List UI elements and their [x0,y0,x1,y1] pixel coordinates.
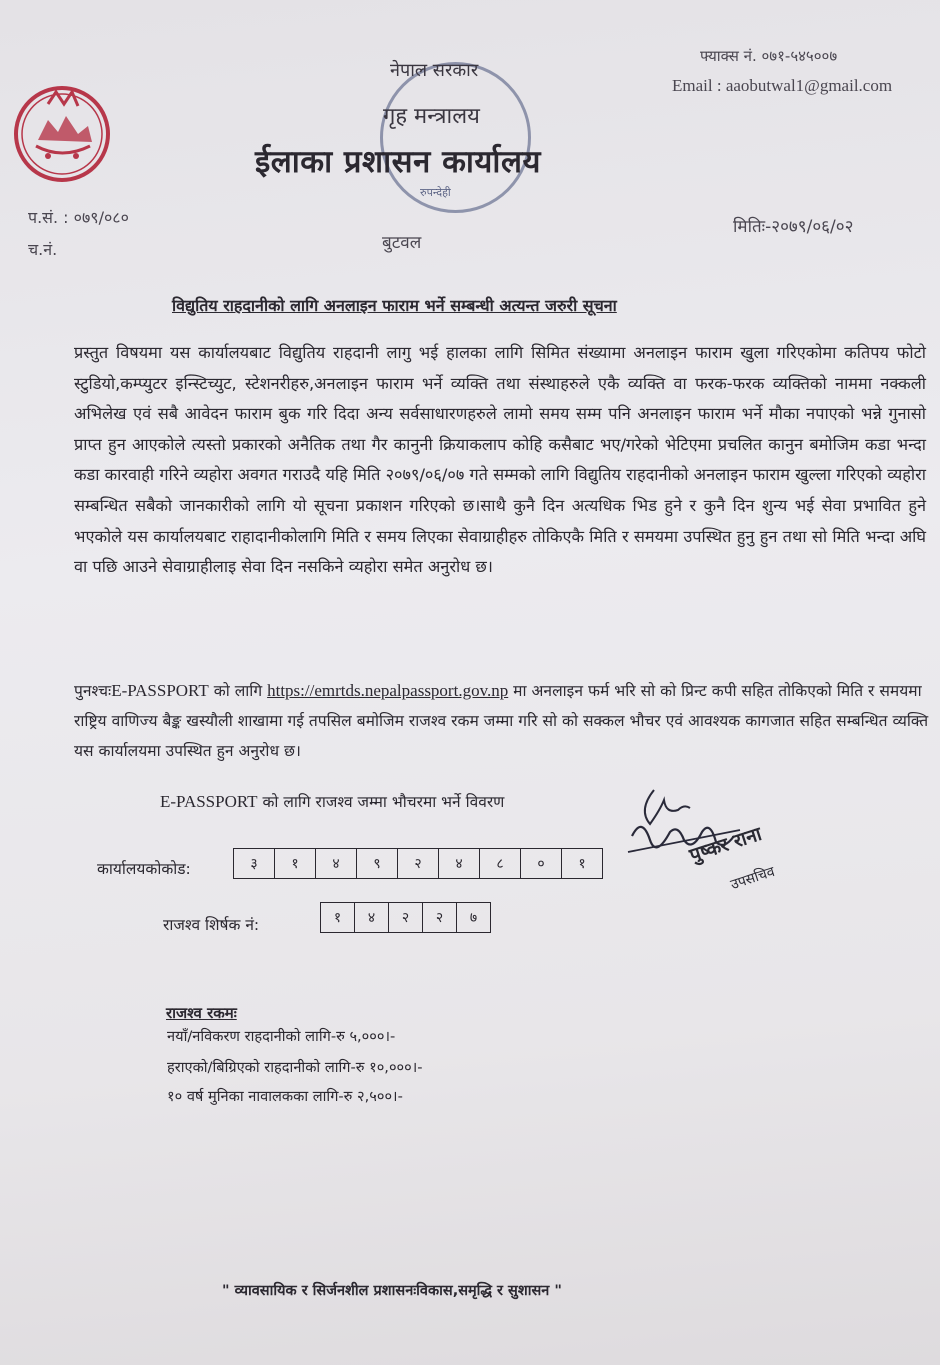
nepal-government-emblem-icon [8,80,116,188]
office-code-digit: ८ [480,849,521,878]
revenue-item: १० वर्ष मुनिका नावालकका लागि-रु २,५००।- [167,1088,403,1105]
revenue-item: हराएको/बिग्रिएको राहदानीको लागि-रु १०,०००।- [167,1059,423,1076]
stamp-text: रुपन्देही [420,186,451,199]
office-code-digit: २ [398,849,439,878]
office-stamp [380,62,531,213]
signatory-designation: उपसचिव [728,863,777,894]
voucher-title-text: को लागि राजश्व जम्मा भौचरमा भर्ने विवरण [257,793,505,811]
revenue-head-label: राजश्व शिर्षक नं: [163,916,260,934]
office-code-digit: १ [275,849,316,878]
office-code-digit: ४ [439,849,480,878]
office-code-digit: ९ [357,849,398,878]
notice-subject: विद्युतिय राहदानीको लागि अनलाइन फाराम भर्ने सम्बन्धी अत्यन्त जरुरी सूचना [172,296,617,315]
postscript-paragraph [74,676,930,766]
revenue-head-digit: ४ [355,903,389,932]
office-code-digit: ४ [316,849,357,878]
ps-text-2: मा अनलाइन फर्म भरि सो को प्रिन्ट कपी सहित तोकिएको मिति र समयमा राष्ट्रिय वाणिज्य बैङ्क खस्यौली शाखामा गई तपसिल बमोजिम राजश्व रकम जम्मा गरि सो को सक्कल भौचर एवं आवश्यक कागजात सहित सम्बन्धित व्यक्ति यस कार्यालयमा उपस्थित हुन अनुरोध छ। [74,682,929,760]
ministry-heading: गृह मन्त्रालय [383,104,480,129]
ps-epassport-label: E-PASSPORT [111,681,209,700]
revenue-head-digit: २ [389,903,423,932]
reference-number: प.सं. : ०७९/०८० [28,208,129,227]
revenue-item: नयाँ/नविकरण राहदानीको लागि-रु ५,०००।- [167,1028,396,1045]
office-name-title: ईलाका प्रशासन कार्यालय [255,144,541,180]
fax-number: फ्याक्स नं. ०७१-५४५००७ [700,47,838,65]
ps-text-1: को लागि [208,682,268,700]
signatory-name: पुष्कर राना [686,822,765,867]
revenue-head-digit: २ [423,903,457,932]
voucher-epassport-label: E-PASSPORT [160,792,258,811]
government-heading: नेपाल सरकार [390,60,479,81]
office-code-boxes [233,848,603,879]
revenue-amount-heading: राजश्व रकमः [166,1004,237,1022]
voucher-details-title [160,790,504,812]
passport-portal-link[interactable]: https://emrtds.nepalpassport.gov.np [267,681,509,700]
revenue-head-boxes [320,902,491,933]
dispatch-number: च.नं. [28,240,58,259]
office-code-digit: ३ [234,849,275,878]
office-location: बुटवल [382,233,422,253]
ps-prefix: पुनश्चः [74,682,112,700]
notice-date: मितिः-२०७९/०६/०२ [733,217,854,237]
office-code-label: कार्यालयकोकोड: [97,860,191,878]
revenue-head-digit: १ [321,903,355,932]
revenue-head-digit: ७ [469,910,478,926]
office-slogan: " व्यावसायिक र सिर्जनशील प्रशासनःविकास,समृद्धि र सुशासन " [222,1283,562,1299]
office-code-digit: १ [578,856,586,872]
office-code-digit: ० [521,849,562,878]
email-address: Email : aaobutwal1@gmail.com [672,76,893,95]
notice-body: प्रस्तुत विषयमा यस कार्यालयबाट विद्युतिय राहदानी लागु भई हालका लागि सिमित संख्यामा अनलाइन फाराम खुला गरिएकोमा कतिपय फोटो स्टुडियो,कम्प्युटर इन्स्टिच्युट, स्टेशनरीहरु,अनलाइन फाराम भर्ने व्यक्ति तथा संस्थाहरुले एकै व्यक्ति वा फरक-फरक व्यक्तिको नाममा नक्कली अभिलेख एवं सबै आवेदन फाराम बुक गरि दिदा अन्य सर्वसाधारणहरुले लामो समय सम्म पनि अनलाइन फाराम भर्ने मौका नपाएको भन्ने गुनासो प्राप्त हुन आएकोले त्यस्तो प्रकारको अनैतिक तथा गैर कानुनी क्रियाकलाप कोहि कसैबाट भए/गरेको भेटिएमा प्रचलित कानुन बमोजिम कडा भन्दा कडा कारवाही गरिने व्यहोरा अवगत गराउदै यहि मिति २०७९/०६/०७ गते सम्मको लागि विद्युतिय राहदानीको अनलाइन फाराम खुल्ला गरिएको व्यहोरा सम्बन्धित सबैको जानकारीको लागि यो सूचना प्रकाशन गरिएको छ।साथै कुनै दिन अत्यधिक भिड हुने र कुनै दिन शुन्य भई सेवा प्रभावित हुने भएकोले यस कार्यालयबाट राहादानीकोलागि मिति र समय लिएका सेवाग्राहीहरु तोकिएकै मिति र समयमा उपस्थित हुनु हुन तथा सो मिति भन्दा अघि वा पछि आउने सेवाग्राहीलाइ सेवा दिन नसकिने व्यहोरा समेत अनुरोध छ। [74,343,926,577]
